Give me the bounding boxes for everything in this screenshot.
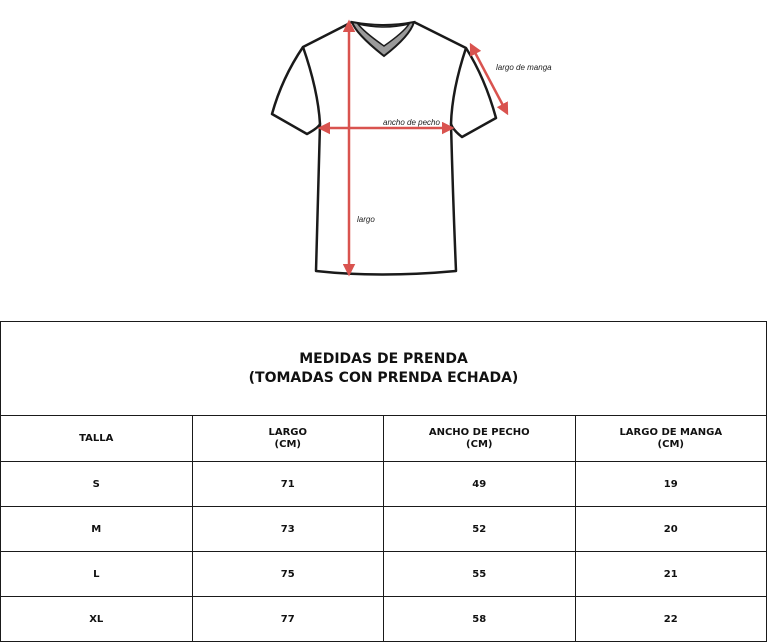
header-largo-de-manga — [575, 416, 767, 462]
header-ancho-unit: (CM) — [466, 438, 493, 450]
chest-width-label: ancho de pecho — [383, 118, 440, 127]
cell-manga: 21 — [575, 552, 767, 597]
cell-talla: XL — [1, 597, 193, 642]
sleeve-length-label: largo de manga — [496, 63, 552, 72]
header-talla-label: TALLA — [79, 432, 114, 444]
cell-talla: L — [1, 552, 193, 597]
cell-talla: S — [1, 462, 193, 507]
cell-largo: 73 — [192, 507, 384, 552]
table-row — [1, 462, 767, 507]
table-row — [1, 597, 767, 642]
header-manga-label: LARGO DE MANGA — [619, 426, 723, 438]
header-manga-unit: (CM) — [657, 438, 684, 450]
cell-manga: 22 — [575, 597, 767, 642]
table-row — [1, 507, 767, 552]
cell-ancho: 58 — [384, 597, 576, 642]
header-ancho-label: ANCHO DE PECHO — [428, 426, 530, 438]
table-title-line-2: (TOMADAS CON PRENDA ECHADA) — [248, 369, 519, 386]
cell-ancho: 55 — [384, 552, 576, 597]
length-label: largo — [357, 215, 375, 224]
header-talla — [1, 416, 193, 462]
size-chart-table — [0, 321, 767, 642]
cell-largo: 77 — [192, 597, 384, 642]
cell-ancho: 49 — [384, 462, 576, 507]
header-largo-label: LARGO — [268, 426, 308, 438]
cell-talla: M — [1, 507, 193, 552]
table-title-row — [1, 322, 767, 416]
cell-largo: 71 — [192, 462, 384, 507]
table-row — [1, 552, 767, 597]
cell-largo: 75 — [192, 552, 384, 597]
table-header-row — [1, 416, 767, 462]
table-title-line-1: MEDIDAS DE PRENDA — [299, 350, 468, 367]
tshirt-measurement-diagram — [0, 0, 768, 300]
header-ancho-de-pecho — [384, 416, 576, 462]
table-title — [1, 322, 767, 416]
cell-manga: 19 — [575, 462, 767, 507]
cell-manga: 20 — [575, 507, 767, 552]
header-largo — [192, 416, 384, 462]
cell-ancho: 52 — [384, 507, 576, 552]
header-largo-unit: (CM) — [274, 438, 301, 450]
